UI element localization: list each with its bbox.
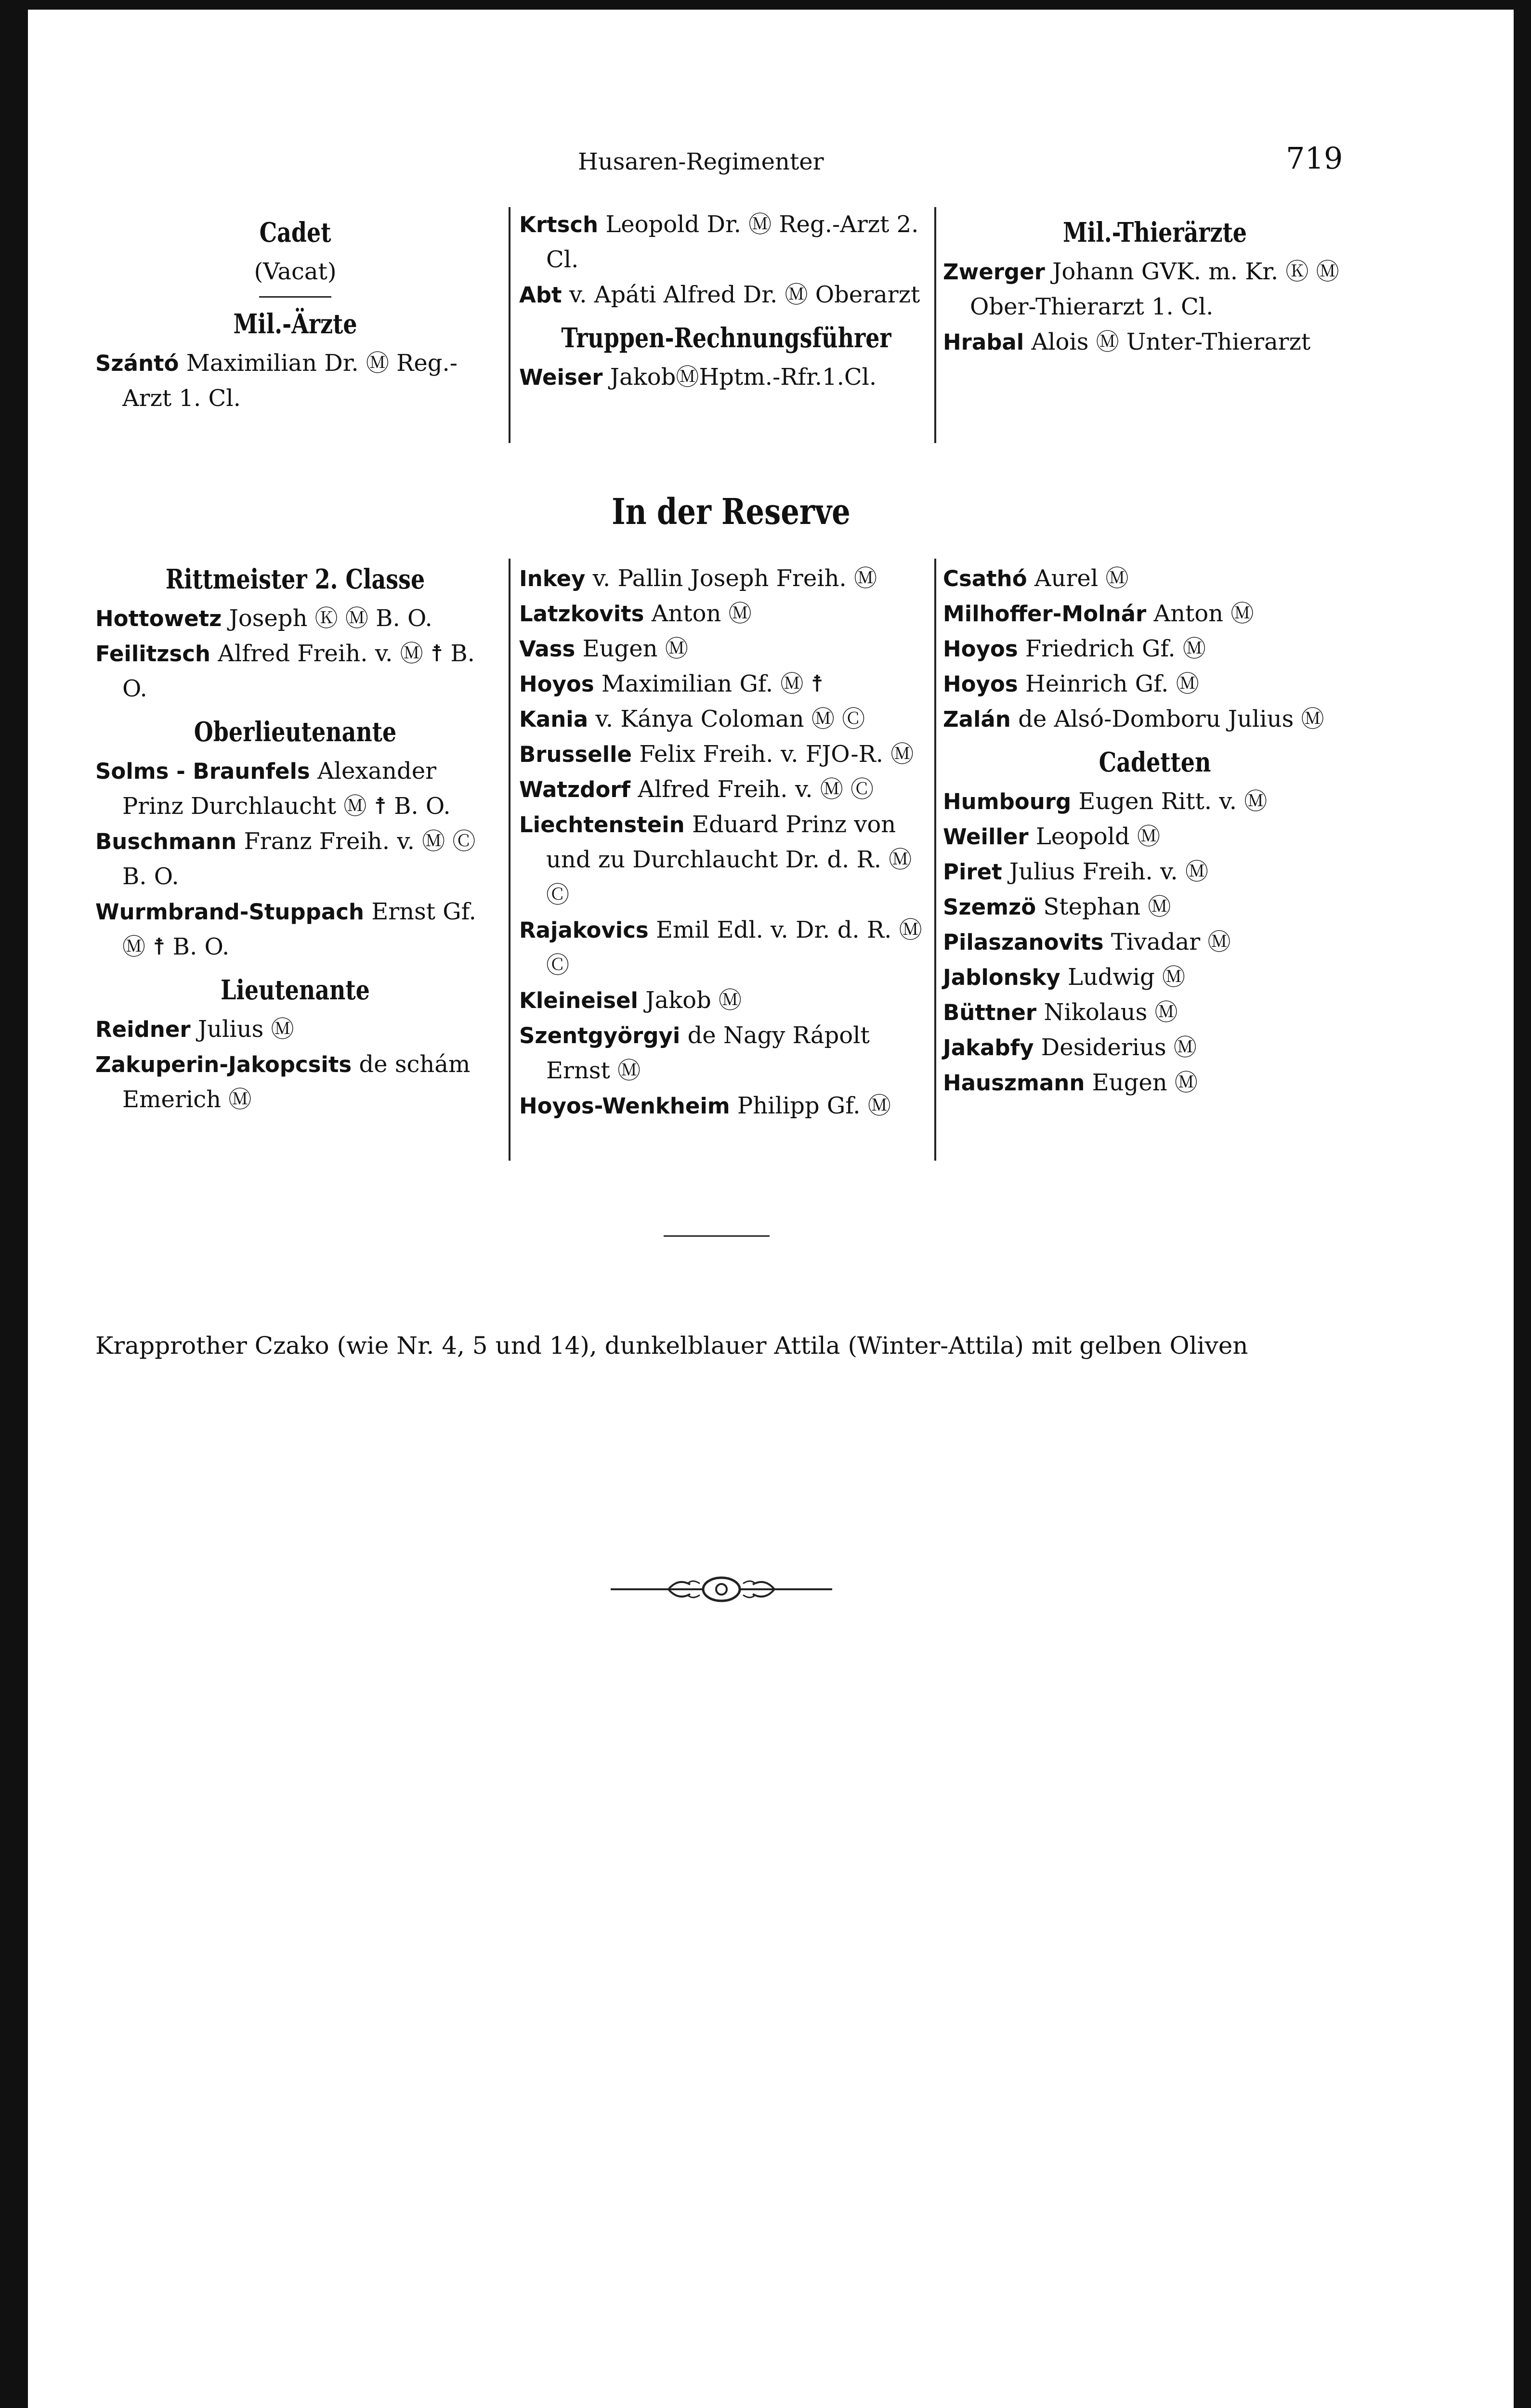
entry-details: Heinrich Gf. Ⓜ	[1025, 670, 1199, 697]
entry-details: de schám Emerich Ⓜ	[122, 1051, 471, 1113]
roster-entry	[519, 737, 933, 772]
entry-surname: Feilitzsch	[95, 641, 210, 667]
lower-col-3	[943, 561, 1367, 1100]
roster-entry	[943, 631, 1367, 667]
entry-details: Eugen Ⓜ	[1092, 1069, 1198, 1096]
section-divider	[664, 1235, 770, 1237]
entry-surname: Szentgyörgyi	[519, 1023, 680, 1048]
roster-entry	[519, 631, 933, 667]
entry-details: Aurel Ⓜ	[1034, 565, 1129, 592]
roster-entry	[519, 807, 933, 913]
entry-details: Ernst Gf. Ⓜ ☨ B. O.	[122, 898, 476, 960]
entry-surname: Jablonsky	[943, 965, 1060, 990]
entry-details: JakobⓂHptm.-Rfr.1.Cl.	[610, 364, 877, 391]
entry-details: Ludwig Ⓜ	[1068, 964, 1185, 991]
aerzte-list	[95, 346, 495, 416]
roster-entry	[519, 360, 933, 395]
entry-details: Friedrich Gf. Ⓜ	[1025, 635, 1206, 662]
entry-surname: Inkey	[519, 566, 586, 591]
page-number: 719	[1286, 141, 1343, 176]
entry-surname: Szemzö	[943, 894, 1036, 920]
column-rule	[934, 207, 936, 443]
page	[28, 10, 1514, 2408]
entry-details: Anton Ⓜ	[651, 600, 752, 627]
entry-surname: Piret	[943, 859, 1002, 885]
entry-surname: Jakabfy	[943, 1035, 1034, 1060]
roster-entry	[519, 913, 933, 983]
entry-details: Eugen Ritt. v. Ⓜ	[1078, 788, 1268, 815]
entry-surname: Brusselle	[519, 742, 632, 767]
roster-entry	[519, 702, 933, 737]
entry-surname: Wurmbrand-Stuppach	[95, 899, 364, 925]
officer-list	[519, 207, 933, 313]
roster-entry	[943, 925, 1367, 960]
running-header: Husaren-Regimenter	[578, 148, 824, 175]
entry-surname: Hoyos	[943, 671, 1018, 697]
roster-entry	[943, 254, 1367, 325]
entry-details: Julius Freih. v. Ⓜ	[1009, 858, 1208, 885]
entry-details: v. Kánya Coloman Ⓜ Ⓒ	[595, 706, 865, 733]
lower-col-2	[519, 561, 933, 1124]
rittmeister-list	[95, 601, 495, 707]
roster-entry	[95, 636, 495, 707]
roster-entry	[95, 1012, 495, 1047]
entry-details: Franz Freih. v. Ⓜ Ⓒ B. O.	[122, 828, 476, 890]
roster-entry	[519, 207, 933, 277]
roster-entry	[519, 561, 933, 596]
entry-details: Emil Edl. v. Dr. d. R. Ⓜ Ⓒ	[546, 916, 922, 979]
entry-surname: Liechtenstein	[519, 812, 685, 838]
roster-entry	[519, 596, 933, 631]
entry-surname: Solms - Braunfels	[95, 759, 310, 784]
entry-surname: Krtsch	[519, 212, 599, 237]
entry-details: Leopold Ⓜ	[1035, 823, 1160, 850]
entry-details: Stephan Ⓜ	[1043, 893, 1171, 920]
entry-details: Alfred Freih. v. Ⓜ Ⓒ	[638, 776, 874, 803]
entry-details: Alfred Freih. v. Ⓜ ☨ B. O.	[122, 640, 475, 702]
roster-entry	[519, 667, 933, 702]
entry-details: Alexander Prinz Durchlaucht Ⓜ ☨ B. O.	[122, 758, 451, 820]
roster-entry	[95, 1047, 495, 1117]
entry-surname: Vass	[519, 636, 576, 662]
entry-details: Maximilian Gf. Ⓜ ☨	[601, 670, 824, 697]
roster-entry	[519, 1088, 933, 1124]
uniform-description: Krapprother Czako (wie Nr. 4, 5 und 14), dunkelblauer Attila (Winter-Attila) mit gelben Oliven	[95, 1332, 1248, 1360]
entry-surname: Hoyos	[943, 636, 1018, 662]
roster-entry	[943, 561, 1367, 596]
section-title-lieutenante: Lieutenante	[221, 974, 370, 1006]
column-rule	[509, 559, 510, 1161]
cadetten-list	[943, 784, 1367, 1100]
roster-entry	[943, 890, 1367, 925]
reserve-list	[943, 561, 1367, 737]
entry-surname: Szántó	[95, 351, 179, 376]
section-title-rechnungsfuehrer: Truppen-Rechnungsführer	[561, 322, 891, 354]
entry-details: Jakob Ⓜ	[645, 987, 742, 1014]
entry-surname: Hrabal	[943, 329, 1024, 355]
entry-surname: Hottowetz	[95, 606, 222, 631]
thieraerzte-list	[943, 254, 1367, 360]
roster-entry	[943, 1030, 1367, 1065]
column-rule	[509, 207, 510, 443]
entry-surname: Rajakovics	[519, 917, 649, 943]
roster-entry	[95, 601, 495, 636]
entry-surname: Hoyos-Wenkheim	[519, 1093, 730, 1119]
entry-details: Maximilian Dr. Ⓜ Reg.-Arzt 1. Cl.	[122, 350, 458, 412]
entry-details: Johann GVK. m. Kr. Ⓚ Ⓜ Ober-Thierarzt 1. Cl.	[970, 258, 1339, 320]
entry-surname: Kania	[519, 707, 589, 732]
entry-details: Nikolaus Ⓜ	[1044, 999, 1178, 1026]
entry-surname: Buschmann	[95, 829, 237, 854]
upper-col-2	[519, 207, 933, 395]
lieutenante-list	[95, 1012, 495, 1117]
entry-details: v. Apáti Alfred Dr. Ⓜ Oberarzt	[569, 281, 920, 308]
entry-surname: Latzkovits	[519, 601, 644, 627]
entry-details: Eduard Prinz von und zu Durchlaucht Dr. d. R. Ⓜ Ⓒ	[546, 811, 912, 908]
roster-entry	[943, 596, 1367, 631]
entry-surname: Zwerger	[943, 259, 1045, 285]
roster-entry	[95, 346, 495, 416]
ornament-divider	[611, 1570, 832, 1609]
roster-entry	[943, 819, 1367, 854]
oberlieutenante-list	[95, 754, 495, 965]
roster-entry	[943, 995, 1367, 1030]
entry-details: Felix Freih. v. FJO-R. Ⓜ	[639, 741, 914, 768]
roster-entry	[943, 325, 1367, 360]
rechnungsfuehrer-list	[519, 360, 933, 395]
entry-details: Eugen Ⓜ	[582, 635, 688, 662]
entry-details: Alois Ⓜ Unter-Thierarzt	[1031, 328, 1311, 355]
roster-entry	[943, 854, 1367, 890]
entry-surname: Humbourg	[943, 789, 1072, 814]
roster-entry	[519, 983, 933, 1018]
roster-entry	[943, 667, 1367, 702]
roster-entry	[943, 702, 1367, 737]
entry-details: de Alsó-Domboru Julius Ⓜ	[1018, 706, 1324, 733]
divider	[259, 296, 331, 298]
roster-entry	[519, 772, 933, 807]
cadet-note: (Vacat)	[254, 258, 337, 285]
entry-surname: Pilaszanovits	[943, 929, 1104, 955]
lower-col-1	[95, 554, 495, 1117]
entry-surname: Kleineisel	[519, 988, 638, 1013]
entry-surname: Büttner	[943, 1000, 1037, 1025]
roster-entry	[519, 277, 933, 313]
entry-surname: Zakuperin-Jakopcsits	[95, 1052, 352, 1077]
entry-details: Desiderius Ⓜ	[1041, 1034, 1197, 1061]
entry-surname: Csathó	[943, 566, 1027, 591]
section-title-oberlieutenante: Oberlieutenante	[194, 716, 397, 748]
roster-entry	[943, 1065, 1367, 1100]
entry-details: Julius Ⓜ	[197, 1016, 294, 1043]
entry-surname: Zalán	[943, 707, 1011, 732]
entry-surname: Weiller	[943, 824, 1029, 850]
roster-entry	[519, 1018, 933, 1088]
entry-surname: Watzdorf	[519, 777, 630, 802]
entry-details: Joseph Ⓚ Ⓜ B. O.	[229, 605, 432, 632]
section-title-cadetten: Cadetten	[1099, 746, 1211, 778]
reserve-list	[519, 561, 933, 1124]
section-title-cadet: Cadet	[259, 217, 331, 249]
roster-entry	[95, 894, 495, 965]
upper-col-3	[943, 207, 1367, 360]
entry-details: Tivadar Ⓜ	[1111, 929, 1231, 955]
entry-surname: Abt	[519, 282, 562, 308]
roster-entry	[95, 754, 495, 824]
entry-details: de Nagy Rápolt Ernst Ⓜ	[546, 1022, 870, 1084]
entry-details: v. Pallin Joseph Freih. Ⓜ	[592, 565, 877, 592]
entry-details: Leopold Dr. Ⓜ Reg.-Arzt 2. Cl.	[546, 211, 919, 273]
section-title-rittmeister: Rittmeister 2. Classe	[165, 563, 425, 595]
section-title-thieraerzte: Mil.-Thierärzte	[1062, 217, 1247, 249]
roster-entry	[943, 784, 1367, 819]
reserve-title: In der Reserve	[612, 491, 851, 533]
upper-col-1	[95, 207, 495, 416]
entry-surname: Weiser	[519, 365, 603, 390]
roster-entry	[943, 960, 1367, 995]
entry-surname: Hauszmann	[943, 1070, 1085, 1096]
entry-surname: Milhoffer-Molnár	[943, 601, 1147, 627]
entry-surname: Hoyos	[519, 671, 594, 697]
entry-surname: Reidner	[95, 1017, 191, 1042]
section-title-aerzte: Mil.-Ärzte	[233, 308, 357, 340]
roster-entry	[95, 824, 495, 894]
entry-details: Philipp Gf. Ⓜ	[737, 1092, 891, 1119]
entry-details: Anton Ⓜ	[1153, 600, 1254, 627]
column-rule	[934, 559, 936, 1161]
